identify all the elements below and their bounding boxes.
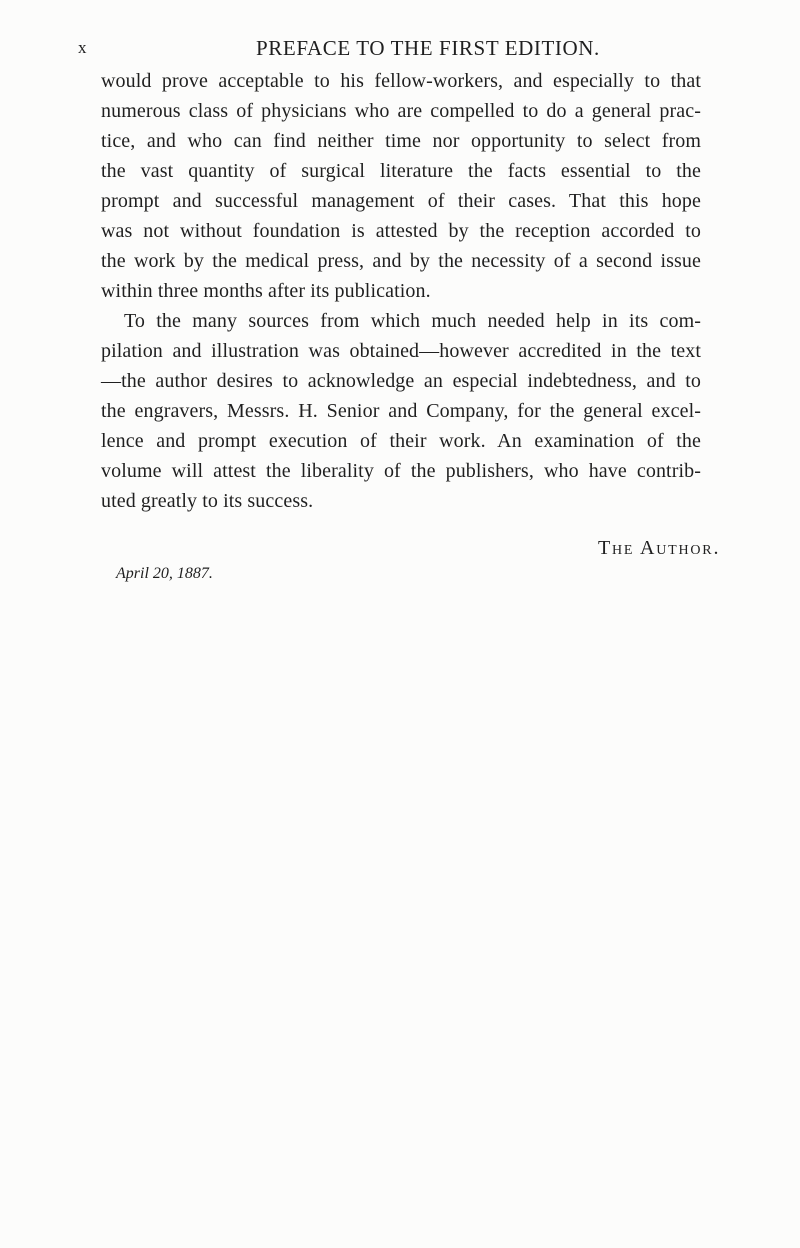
text-line: To the many sources from which much needed help in its com- — [124, 310, 701, 332]
text-line: volume will attest the liberality of the publishers, who have contrib- — [101, 460, 701, 482]
text-line: would prove acceptable to his fellow-workers, and especially to that — [101, 70, 701, 92]
text-line: uted greatly to its success. — [101, 490, 314, 512]
text-line: within three months after its publication. — [101, 280, 431, 302]
text-line: pilation and illustration was obtained—however accredited in the text — [101, 340, 701, 362]
text-line: the engravers, Messrs. H. Senior and Company, for the general excel- — [101, 400, 701, 422]
text-line: lence and prompt execution of their work. An examination of the — [101, 430, 701, 452]
author-signature: The Author. — [598, 537, 721, 559]
text-line: —the author desires to acknowledge an especial indebtedness, and to — [101, 370, 701, 392]
page-number: x — [78, 38, 87, 57]
text-line: the work by the medical press, and by the necessity of a second issue — [101, 250, 701, 272]
text-line: tice, and who can find neither time nor opportunity to select from — [101, 130, 701, 152]
text-line: the vast quantity of surgical literature the facts essential to the — [101, 160, 701, 182]
page-title: PREFACE TO THE FIRST EDITION. — [256, 36, 600, 60]
running-header — [0, 36, 800, 66]
text-line: numerous class of physicians who are compelled to do a general prac- — [101, 100, 701, 122]
preface-date: April 20, 1887. — [116, 565, 213, 582]
text-line: prompt and successful management of their cases. That this hope — [101, 190, 701, 212]
text-line: was not without foundation is attested by the reception accorded to — [101, 220, 701, 242]
